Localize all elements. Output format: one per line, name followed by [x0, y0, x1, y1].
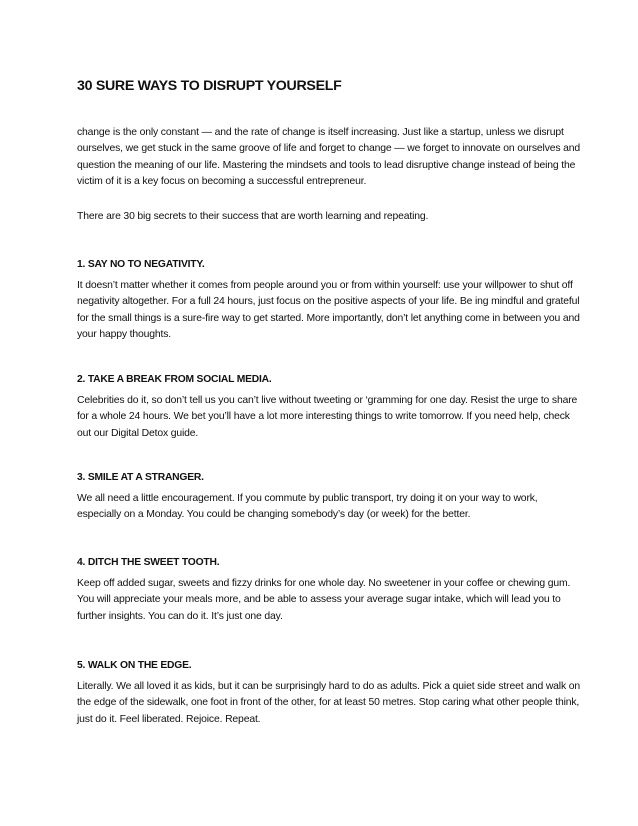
section-body-2: Celebrities do it, so don’t tell us you can’t live without tweeting or ‘gramming for one day. Resist the urge to share for a whole 24 hours. We bet you’ll have a lot more interesting things to write tomorrow. If you need help, check out our Digital Detox guide.	[77, 395, 578, 439]
section-heading-2: 2. TAKE A BREAK FROM SOCIAL MEDIA.	[77, 374, 272, 385]
section-body-1: It doesn’t matter whether it comes from people around you or from within yourself: use your willpower to shut off negativity altogether. For a full 24 hours, just focus on the positive aspects of your life. Be ing mindful and grateful for the small things is a sure-fire way to get started. More importantly, don’t let anything come in between you and your happy thoughts.	[77, 280, 580, 340]
section-heading-4: 4. DITCH THE SWEET TOOTH.	[77, 557, 220, 568]
intro-summary: There are 30 big secrets to their success that are worth learning and repeating.	[77, 211, 429, 222]
intro-paragraph: change is the only constant — and the rate of change is itself increasing. Just like a startup, unless we disrupt ourselves, we get stuck in the same groove of life and forget to change — we forget to innovate on ourselves and question the meaning of our life. Mastering the mindsets and tools to lead disruptive change instead of being the victim of it is a key focus on becoming a successful entrepreneur.	[77, 127, 581, 187]
section-body-5: Literally. We all loved it as kids, but it can be surprisingly hard to do as adults. Pick a quiet side street and walk on the edge of the sidewalk, one foot in front of the other, for at least 50 metres. Stop caring what other people think, just do it. Feel liberated. Rejoice. Repeat.	[77, 681, 580, 725]
section-body-4: Keep off added sugar, sweets and fizzy drinks for one whole day. No sweetener in your coffee or chewing gum. You will appreciate your meals more, and be able to assess your average sugar intake, which will lead you to further insights. You can do it. It’s just one day.	[77, 578, 571, 622]
section-body-3: We all need a little encouragement. If you commute by public transport, try doing it on your way to work, especially on a Monday. You could be changing somebody’s day (or week) for the better.	[77, 493, 538, 521]
document-title: 30 SURE WAYS TO DISRUPT YOURSELF	[77, 78, 342, 94]
section-heading-1: 1. SAY NO TO NEGATIVITY.	[77, 259, 205, 270]
section-heading-3: 3. SMILE AT A STRANGER.	[77, 472, 204, 483]
section-heading-5: 5. WALK ON THE EDGE.	[77, 660, 192, 671]
